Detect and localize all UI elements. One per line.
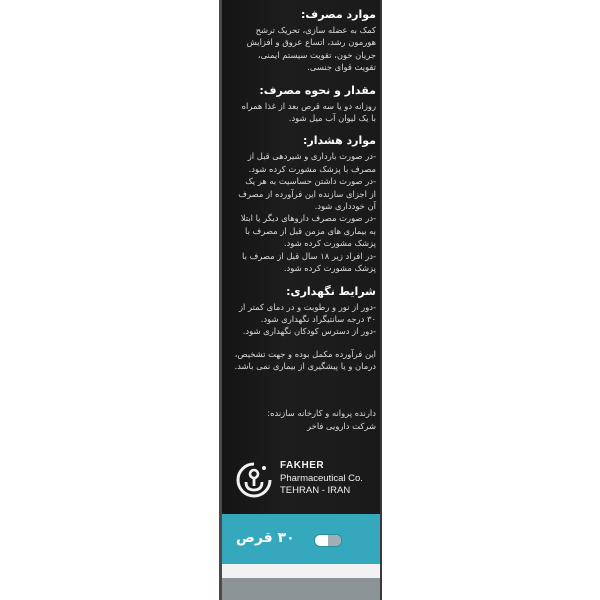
text-line: -دور از نور و رطوبت و در دمای کمتر از — [239, 301, 376, 312]
white-stripe — [222, 564, 380, 578]
text-line: -در افراد زیر ۱۸ سال قبل از مصرف با — [242, 250, 376, 261]
supplement-box-side — [222, 0, 380, 600]
section-title: موارد مصرف: — [301, 8, 376, 21]
manufacturer-label: دارنده پروانه و کارخانه سازنده: — [267, 407, 376, 418]
capsule-icon — [314, 534, 342, 547]
text-line: پزشک مشورت کرده شود. — [283, 263, 376, 274]
text-line: این فرآورده مکمل بوده و جهت تشخیص، — [234, 348, 376, 359]
section-body — [228, 301, 376, 338]
text-line: جریان خون، تقویت سیستم ایمنی، — [257, 49, 376, 60]
fakher-logo-icon — [234, 460, 274, 500]
section-body — [228, 100, 376, 125]
text-line: آن خودداری شود. — [314, 201, 376, 212]
section-dosage — [228, 84, 376, 125]
info-text-column — [228, 8, 376, 433]
tablet-count — [236, 527, 295, 549]
text-line: از اجزای سازنده این فرآورده از مصرف — [238, 188, 376, 199]
section-title: موارد هشدار: — [303, 134, 376, 148]
company-logo-block — [230, 458, 378, 502]
company-type: Pharmaceutical Co. — [280, 472, 363, 484]
text-line: روزانه دو یا سه قرص بعد از غذا همراه — [241, 100, 376, 111]
manufacturer-info — [228, 407, 376, 433]
text-line: -در صورت داشتن حساسیت به هر یک — [245, 176, 376, 187]
section-body — [228, 24, 376, 74]
text-line: هورمون رشد، اتساع عروق و افزایش — [246, 37, 376, 48]
text-line: -دور از دسترس کودکان نگهداری شود. — [242, 326, 376, 337]
text-line: به بیماری های مزمن قبل از مصرف با — [245, 225, 376, 236]
disclaimer-note — [228, 348, 376, 373]
text-line: کمک به عضله سازی، تحریک ترشح — [255, 25, 376, 35]
text-line: تقویت قوای جنسی. — [307, 62, 376, 73]
tablet-count-label: ۳۰ قرص — [236, 530, 295, 546]
text-line: -در صورت بارداری و شیردهی قبل از — [247, 151, 376, 162]
section-storage — [228, 285, 376, 338]
section-warnings — [228, 134, 376, 274]
text-line: با یک لیوان آب میل شود. — [288, 113, 376, 124]
text-line: پزشک مشورت کرده شود. — [283, 238, 376, 249]
brand-name: FAKHER — [280, 460, 325, 471]
grey-stripe — [222, 578, 380, 600]
box-right-edge — [380, 0, 382, 600]
manufacturer-name: شرکت دارویی فاخر — [307, 420, 376, 431]
section-title: مقدار و نحوه مصرف: — [259, 83, 376, 97]
company-name-text — [280, 460, 363, 498]
section-title: شرایط نگهداری: — [286, 284, 376, 298]
text-line: ۳۰ درجه سانتیگراد نگهداری شود. — [260, 313, 376, 324]
text-line: -در صورت مصرف داروهای دیگر یا ابتلا — [240, 213, 376, 224]
text-line: درمان و یا پیشگیری از بیماری نمی باشد. — [234, 361, 376, 372]
company-location: TEHRAN - IRAN — [280, 485, 351, 496]
text-line: مصرف با پزشک مشورت کرده شود. — [248, 163, 376, 174]
capsule-half — [328, 535, 341, 546]
section-usage — [228, 8, 376, 74]
section-body — [228, 150, 376, 274]
count-band — [222, 514, 380, 564]
